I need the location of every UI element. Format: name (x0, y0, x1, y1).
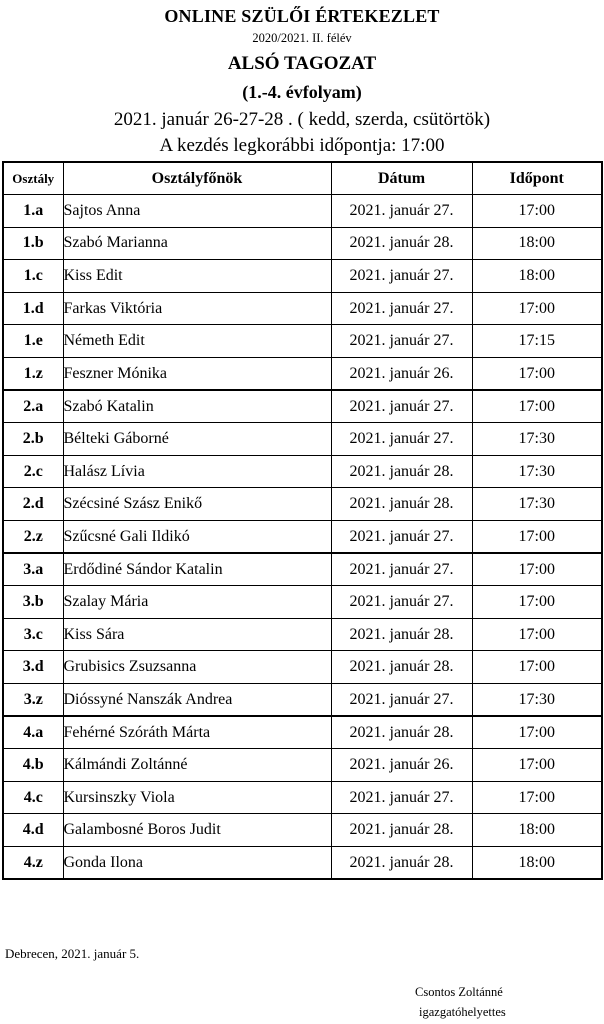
place-and-date: Debrecen, 2021. január 5. (5, 946, 140, 961)
date-cell: 2021. január 28. (331, 455, 472, 488)
teacher-cell: Szécsiné Szász Enikő (63, 488, 331, 521)
table-row (3, 814, 602, 847)
teacher-cell: Németh Edit (63, 325, 331, 358)
teacher-cell: Fehérné Szóráth Márta (63, 716, 331, 749)
time-cell: 17:00 (472, 586, 602, 619)
table-row (3, 455, 602, 488)
class-cell: 2.c (3, 455, 63, 488)
time-cell: 17:30 (472, 455, 602, 488)
teacher-cell: Kiss Edit (63, 260, 331, 293)
teacher-cell: Szabó Katalin (63, 390, 331, 423)
table-row (3, 651, 602, 684)
class-cell: 1.a (3, 195, 63, 228)
class-cell: 3.a (3, 553, 63, 586)
class-cell: 4.a (3, 716, 63, 749)
date-cell: 2021. január 27. (331, 292, 472, 325)
time-cell: 17:00 (472, 618, 602, 651)
table-row (3, 781, 602, 814)
date-cell: 2021. január 26. (331, 358, 472, 391)
grade-range: (1.-4. évfolyam) (242, 82, 362, 102)
teacher-cell: Kiss Sára (63, 618, 331, 651)
date-cell: 2021. január 27. (331, 781, 472, 814)
document-title: ONLINE SZÜLŐI ÉRTEKEZLET (164, 6, 440, 26)
table-row (3, 716, 602, 749)
class-cell: 3.z (3, 684, 63, 717)
class-cell: 1.z (3, 358, 63, 391)
date-cell: 2021. január 27. (331, 325, 472, 358)
date-cell: 2021. január 27. (331, 260, 472, 293)
table-row (3, 846, 602, 879)
time-cell: 18:00 (472, 814, 602, 847)
class-cell: 4.z (3, 846, 63, 879)
teacher-cell: Feszner Mónika (63, 358, 331, 391)
class-cell: 3.b (3, 586, 63, 619)
column-header-date: Dátum (331, 162, 472, 195)
table-row (3, 325, 602, 358)
column-header-teacher: Osztályfőnök (63, 162, 331, 195)
schedule-table-body (3, 195, 602, 879)
time-cell: 18:00 (472, 846, 602, 879)
class-cell: 1.b (3, 227, 63, 260)
date-cell: 2021. január 26. (331, 749, 472, 782)
teacher-cell: Halász Lívia (63, 455, 331, 488)
time-cell: 17:00 (472, 553, 602, 586)
teacher-cell: Erdődiné Sándor Katalin (63, 553, 331, 586)
date-cell: 2021. január 28. (331, 651, 472, 684)
time-cell: 17:00 (472, 521, 602, 554)
time-cell: 17:00 (472, 749, 602, 782)
table-row (3, 586, 602, 619)
class-cell: 2.z (3, 521, 63, 554)
date-cell: 2021. január 27. (331, 423, 472, 456)
table-row (3, 227, 602, 260)
time-cell: 17:30 (472, 423, 602, 456)
signatory-role: igazgatóhelyettes (419, 1005, 506, 1019)
meeting-dates: 2021. január 26-27-28 . ( kedd, szerda, csütörtök) (113, 109, 491, 130)
table-row (3, 521, 602, 554)
time-cell: 17:00 (472, 651, 602, 684)
earliest-start-time: A kezdés legkorábbi időpontja: 17:00 (159, 135, 445, 156)
schedule-table (2, 161, 603, 880)
table-row (3, 618, 602, 651)
table-row (3, 260, 602, 293)
time-cell: 17:00 (472, 781, 602, 814)
table-row (3, 292, 602, 325)
class-cell: 2.a (3, 390, 63, 423)
table-row (3, 358, 602, 391)
teacher-cell: Grubisics Zsuzsanna (63, 651, 331, 684)
teacher-cell: Sajtos Anna (63, 195, 331, 228)
time-cell: 17:15 (472, 325, 602, 358)
signatory-name: Csontos Zoltánné (415, 985, 503, 999)
time-cell: 17:30 (472, 488, 602, 521)
date-cell: 2021. január 28. (331, 618, 472, 651)
date-cell: 2021. január 27. (331, 586, 472, 619)
time-cell: 17:30 (472, 684, 602, 717)
table-row (3, 423, 602, 456)
table-row (3, 488, 602, 521)
date-cell: 2021. január 27. (331, 553, 472, 586)
teacher-cell: Szalay Mária (63, 586, 331, 619)
teacher-cell: Kálmándi Zoltánné (63, 749, 331, 782)
column-header-class: Osztály (3, 162, 63, 195)
table-row (3, 749, 602, 782)
teacher-cell: Kursinszky Viola (63, 781, 331, 814)
teacher-cell: Farkas Viktória (63, 292, 331, 325)
teacher-cell: Szabó Marianna (63, 227, 331, 260)
table-header-row (3, 162, 602, 195)
class-cell: 1.e (3, 325, 63, 358)
teacher-cell: Szűcsné Gali Ildikó (63, 521, 331, 554)
table-row (3, 390, 602, 423)
class-cell: 4.b (3, 749, 63, 782)
time-cell: 17:00 (472, 292, 602, 325)
class-cell: 2.d (3, 488, 63, 521)
class-cell: 1.d (3, 292, 63, 325)
table-row (3, 684, 602, 717)
section-subtitle: ALSÓ TAGOZAT (227, 53, 377, 74)
table-row (3, 195, 602, 228)
class-cell: 4.c (3, 781, 63, 814)
table-row (3, 553, 602, 586)
time-cell: 17:00 (472, 195, 602, 228)
time-cell: 18:00 (472, 227, 602, 260)
time-cell: 17:00 (472, 716, 602, 749)
date-cell: 2021. január 28. (331, 488, 472, 521)
date-cell: 2021. január 27. (331, 521, 472, 554)
column-header-time: Időpont (472, 162, 602, 195)
date-cell: 2021. január 28. (331, 814, 472, 847)
time-cell: 17:00 (472, 390, 602, 423)
date-cell: 2021. január 27. (331, 684, 472, 717)
class-cell: 4.d (3, 814, 63, 847)
class-cell: 2.b (3, 423, 63, 456)
class-cell: 1.c (3, 260, 63, 293)
teacher-cell: Dióssyné Nanszák Andrea (63, 684, 331, 717)
date-cell: 2021. január 28. (331, 716, 472, 749)
date-cell: 2021. január 28. (331, 227, 472, 260)
class-cell: 3.d (3, 651, 63, 684)
time-cell: 17:00 (472, 358, 602, 391)
teacher-cell: Bélteki Gáborné (63, 423, 331, 456)
teacher-cell: Galambosné Boros Judit (63, 814, 331, 847)
date-cell: 2021. január 27. (331, 390, 472, 423)
time-cell: 18:00 (472, 260, 602, 293)
date-cell: 2021. január 28. (331, 846, 472, 879)
class-cell: 3.c (3, 618, 63, 651)
semester-label: 2020/2021. II. félév (252, 31, 352, 45)
date-cell: 2021. január 27. (331, 195, 472, 228)
teacher-cell: Gonda Ilona (63, 846, 331, 879)
